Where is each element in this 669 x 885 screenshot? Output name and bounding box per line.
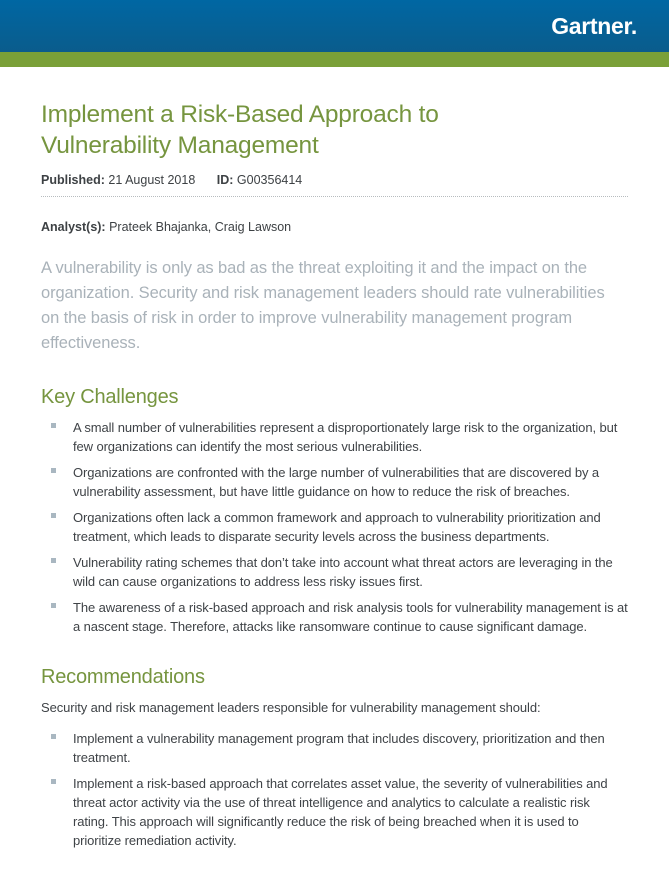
list-item-text: Implement a risk-based approach that correlates asset value, the severity of vulnerabilities and threat actor activity via the use of threat intelligence and analytics to calculate a realistic risk rating. This approach will significantly reduce the risk of being breached when it is used to prioritize remediation activity.	[73, 776, 608, 848]
recommendations-list	[41, 729, 628, 850]
list-item	[41, 463, 628, 501]
analysts-row	[41, 219, 628, 236]
published-row	[41, 172, 628, 189]
id-label: ID:	[216, 173, 234, 187]
analysts-label: Analyst(s):	[41, 220, 106, 234]
document-content	[0, 99, 669, 850]
analysts-value: Prateek Bhajanka, Craig Lawson	[109, 220, 292, 234]
green-accent-bar	[0, 52, 669, 67]
bullet-square-icon	[51, 513, 56, 518]
bullet-square-icon	[51, 468, 56, 473]
recommendations-intro: Security and risk management leaders responsible for vulnerability management should:	[41, 700, 541, 715]
bullet-square-icon	[51, 558, 56, 563]
list-item	[41, 598, 628, 636]
list-item	[41, 508, 628, 546]
list-item-text: Organizations are confronted with the large number of vulnerabilities that are discovered by a vulnerability assessment, but have little guidance on how to reduce the risk of breaches.	[73, 465, 600, 499]
bullet-square-icon	[51, 423, 56, 428]
header-bar	[0, 0, 669, 52]
bullet-square-icon	[51, 779, 56, 784]
page-title: Implement a Risk-Based Approach to Vulnerability Management	[41, 101, 439, 159]
recommendations-heading: Recommendations	[41, 666, 205, 688]
list-item-text: The awareness of a risk-based approach and risk analysis tools for vulnerability management is at a nascent stage. Therefore, attacks like ransomware continue to cause significant damage.	[73, 600, 628, 634]
dotted-divider	[41, 196, 628, 197]
id-value: G00356414	[236, 173, 303, 187]
key-challenges-list	[41, 418, 628, 636]
bullet-square-icon	[51, 734, 56, 739]
list-item-text: A small number of vulnerabilities represent a disproportionately large risk to the organization, but few organizations can identify the most serious vulnerabilities.	[73, 420, 618, 454]
list-item	[41, 418, 628, 456]
list-item	[41, 729, 628, 767]
list-item-text: Implement a vulnerability management program that includes discovery, prioritization and then treatment.	[73, 731, 605, 765]
gartner-logo: Gartner.	[551, 12, 637, 39]
key-challenges-heading: Key Challenges	[41, 386, 179, 408]
published-value: 21 August 2018	[108, 173, 196, 187]
list-item-text: Organizations often lack a common framework and approach to vulnerability prioritization and treatment, which leads to disparate security levels across the business departments.	[73, 510, 601, 544]
summary-text: A vulnerability is only as bad as the threat exploiting it and the impact on the organization. Security and risk management leaders should rate vulnerabilities on the basis of risk in order to improve vulnerability management program effectiveness.	[41, 259, 605, 352]
list-item-text: Vulnerability rating schemes that don’t take into account what threat actors are leveraging in the wild can cause organizations to address less risky issues first.	[73, 555, 613, 589]
bullet-square-icon	[51, 603, 56, 608]
list-item	[41, 553, 628, 591]
list-item	[41, 774, 628, 850]
published-label: Published:	[41, 173, 105, 187]
